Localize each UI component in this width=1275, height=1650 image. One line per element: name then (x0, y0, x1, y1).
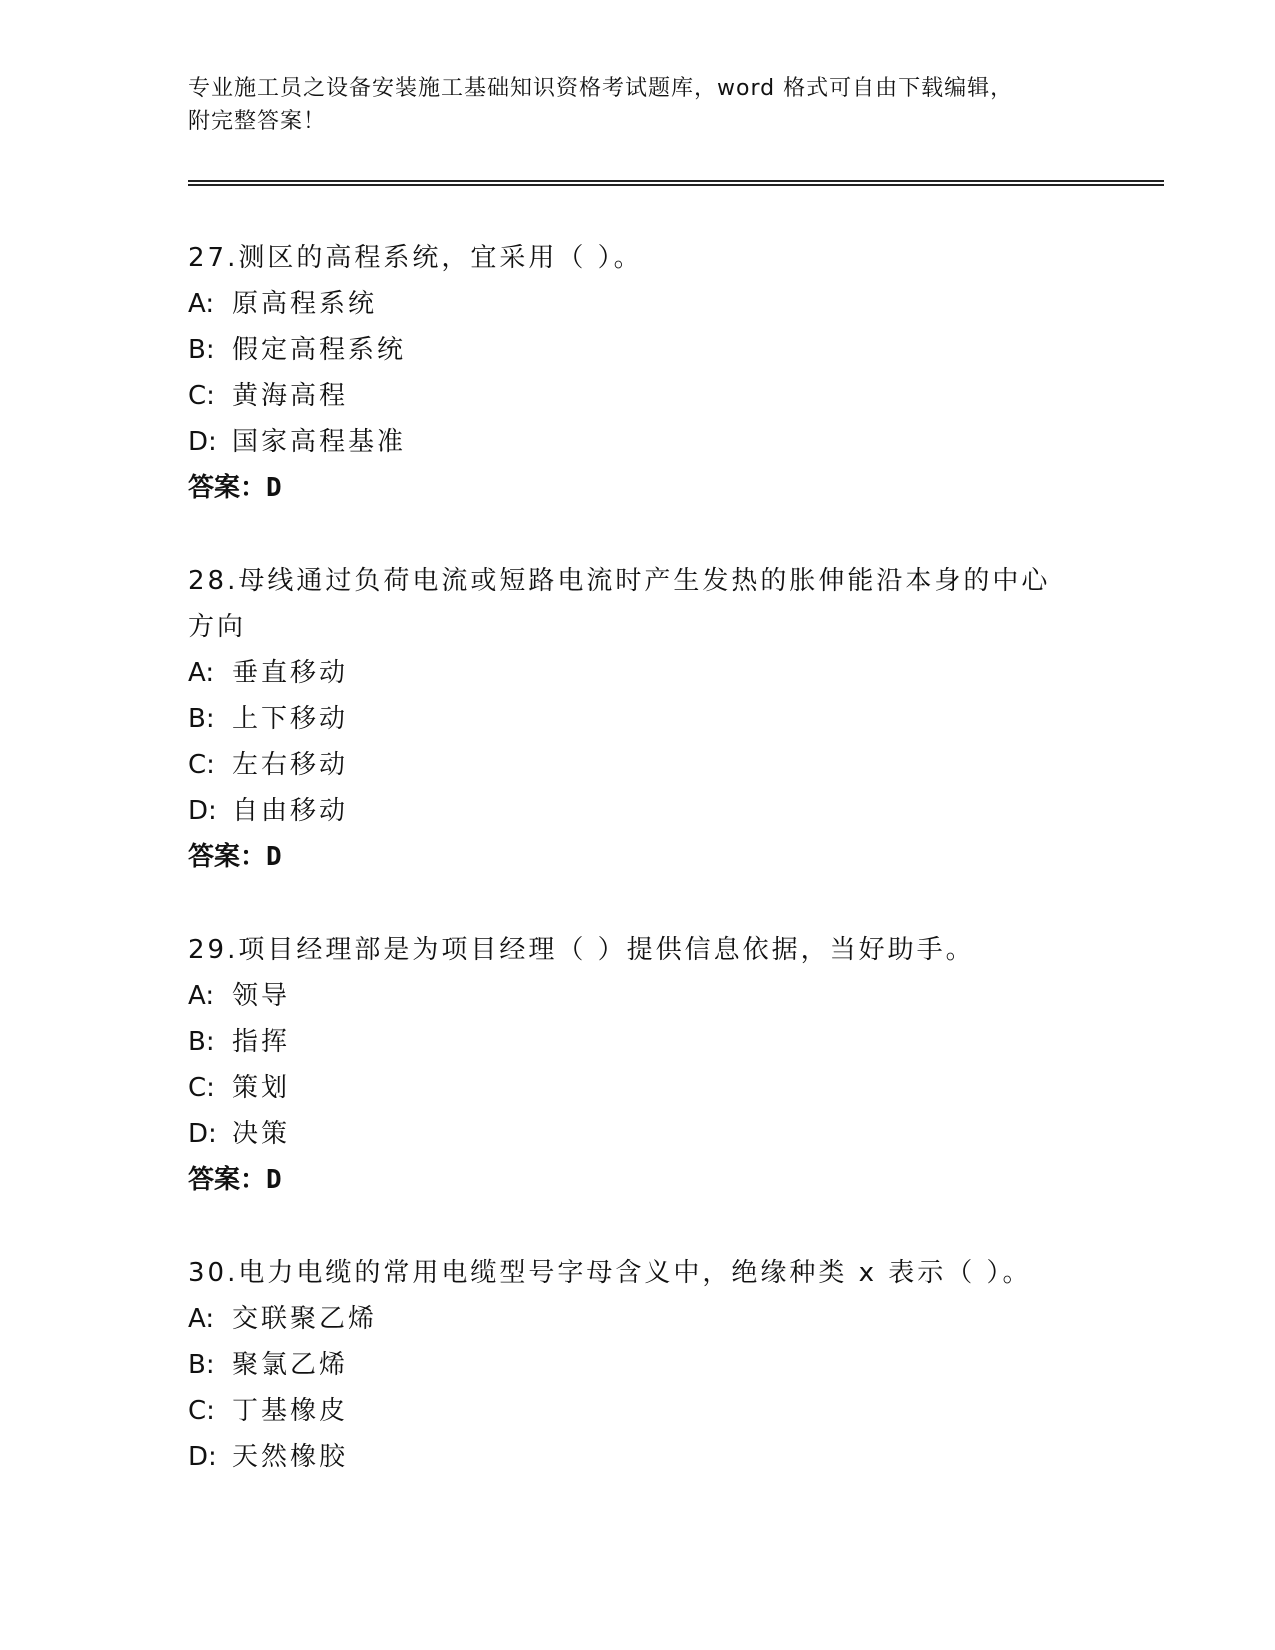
option-c (188, 373, 1088, 419)
option-d (188, 419, 1088, 465)
option-letter: C: (188, 381, 215, 411)
option-text: 原高程系统 (232, 289, 378, 319)
option-letter: A: (188, 289, 215, 319)
option-c (188, 1388, 1088, 1434)
question-30 (188, 1250, 1088, 1480)
option-text: 左右移动 (232, 750, 349, 780)
question-stem: 30.电力电缆的常用电缆型号字母含义中，绝缘种类 x 表示（ ）。 (188, 1258, 1032, 1288)
option-b (188, 1019, 1088, 1065)
option-letter: C: (188, 1396, 215, 1426)
option-text: 天然橡胶 (232, 1442, 349, 1472)
header-line-2: 附完整答案！ (188, 109, 327, 134)
question-list (188, 235, 1088, 1527)
option-letter: D: (188, 1119, 217, 1149)
option-letter: D: (188, 1442, 217, 1472)
option-letter: B: (188, 1027, 215, 1057)
option-letter: A: (188, 981, 215, 1011)
question-stem: 29.项目经理部是为项目经理（ ）提供信息依据，当好助手。 (188, 935, 975, 965)
option-text: 上下移动 (232, 704, 349, 734)
option-letter: B: (188, 704, 215, 734)
option-a (188, 650, 1088, 696)
option-text: 领导 (232, 981, 291, 1011)
option-text: 垂直移动 (232, 658, 349, 688)
option-b (188, 327, 1088, 373)
option-a (188, 973, 1088, 1019)
option-text: 丁基橡皮 (232, 1396, 349, 1426)
option-text: 自由移动 (232, 796, 349, 826)
question-28 (188, 558, 1088, 880)
option-letter: C: (188, 750, 215, 780)
option-letter: B: (188, 335, 215, 365)
option-d (188, 1111, 1088, 1157)
option-text: 假定高程系统 (232, 335, 407, 365)
option-a (188, 1296, 1088, 1342)
option-text: 决策 (232, 1119, 291, 1149)
question-stem: 28.母线通过负荷电流或短路电流时产生发热的胀伸能沿本身的中心方向 (188, 566, 1051, 642)
option-text: 交联聚乙烯 (232, 1304, 378, 1334)
option-d (188, 1434, 1088, 1480)
header-line-1: 专业施工员之设备安装施工基础知识资格考试题库，word 格式可自由下载编辑， (188, 76, 1014, 101)
option-letter: C: (188, 1073, 215, 1103)
option-letter: A: (188, 658, 215, 688)
option-text: 黄海高程 (232, 381, 349, 411)
header-divider (188, 180, 1164, 186)
option-text: 国家高程基准 (232, 427, 407, 457)
answer-label: 答案：D (188, 842, 282, 872)
option-d (188, 788, 1088, 834)
option-letter: D: (188, 427, 217, 457)
option-b (188, 696, 1088, 742)
option-letter: D: (188, 796, 217, 826)
option-b (188, 1342, 1088, 1388)
option-text: 聚氯乙烯 (232, 1350, 349, 1380)
answer-label: 答案：D (188, 473, 282, 503)
question-stem: 27.测区的高程系统，宜采用（ ）。 (188, 243, 643, 273)
option-text: 指挥 (232, 1027, 291, 1057)
option-a (188, 281, 1088, 327)
option-letter: B: (188, 1350, 215, 1380)
question-27 (188, 235, 1088, 511)
option-letter: A: (188, 1304, 215, 1334)
option-text: 策划 (232, 1073, 291, 1103)
option-c (188, 1065, 1088, 1111)
question-29 (188, 927, 1088, 1203)
document-header (188, 72, 1088, 138)
answer-label: 答案：D (188, 1165, 282, 1195)
option-c (188, 742, 1088, 788)
